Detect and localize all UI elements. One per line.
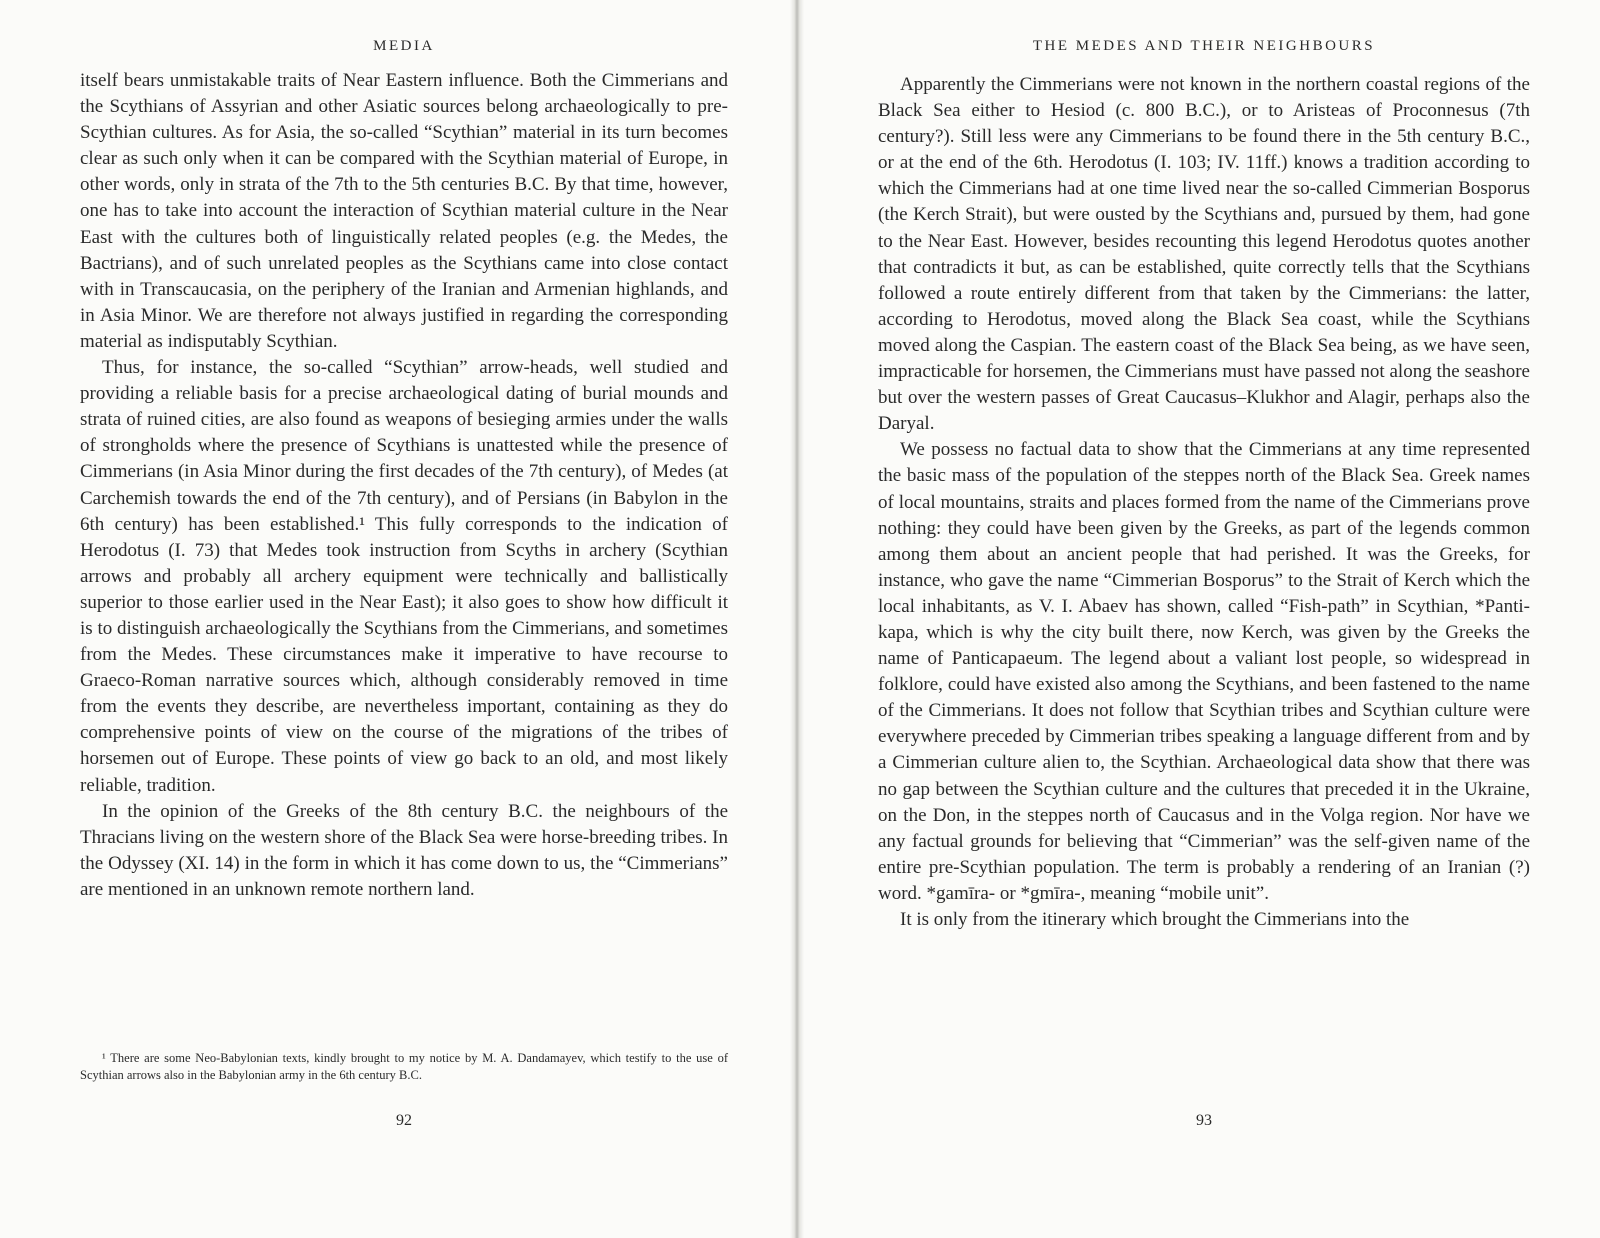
paragraph: In the opinion of the Greeks of the 8th century B.C. the neighbours of the Thracians living on the western shore of the Black Sea were horse-breeding tribes. In the Odyssey (XI. 14) in the form in which it has come down to us, the “Cimmerians” are mentioned in an unknown remote northern land.: [80, 800, 728, 900]
footnote: ¹ There are some Neo-Babylonian texts, kindly brought to my notice by M. A. Dandamayev, which testify to the use of Scythian arrows also in the Babylonian army in the 6th century B.C.: [80, 1051, 728, 1082]
right-page: [878, 0, 1530, 1238]
paragraph: Thus, for instance, the so-called “Scythian” arrow-heads, well studied and providing a reliable basis for a precise archaeological dating of burial mounds and strata of ruined cities, are also found as weapons of besieging armies under the walls of strongholds where the presence of Scythians is unattested while the presence of Cimmerians (in Asia Minor during the first decades of the 7th century), of Medes (at Carchemish towards the end of the 7th century), and of Persians (in Babylon in the 6th century) has been established.¹ This fully corresponds to the indication of Herodotus (I. 73) that Medes took instruction from Scyths in archery (Scythian arrows and probably all archery equipment were technically and ballistically superior to those earlier used in the Near East); it also goes to show how difficult it is to distinguish archaeologically the Scythians from the Cimmerians, and sometimes from the Medes. These circumstances make it imperative to have recourse to Graeco-Roman narrative sources which, although considerably removed in time from the events they describe, are nevertheless important, containing as they do comprehensive points of view on the course of the migrations of the tribes of horsemen out of Europe. These points of view go back to an old, and most likely reliable, tradition.: [80, 357, 728, 796]
paragraph: itself bears unmistakable traits of Near Eastern influence. Both the Cimmerians and the Scythians of Assyrian and other Asiatic sources belong archaeologically to pre-Scythian cultures. As for Asia, the so-called “Scythian” material in its turn becomes clear as such only when it can be compared with the Scythian material of Europe, in other words, only in strata of the 7th to the 5th centuries B.C. By that time, however, one has to take into account the interaction of Scythian material culture in the Near East with the cultures both of linguistically related peoples (e.g. the Medes, the Bactrians), and of such unrelated peoples as the Scythians came into close contact with in Transcaucasia, on the periphery of the Iranian and Armenian highlands, and in Asia Minor. We are therefore not always justified in regarding the corresponding material as indisputably Scythian.: [80, 70, 728, 352]
left-page-body: [80, 68, 728, 903]
left-page: [80, 0, 728, 1238]
paragraph: Apparently the Cimmerians were not known in the northern coastal regions of the Black Sea either to Hesiod (c. 800 B.C.), or to Aristeas of Proconnesus (7th century?). Still less were any Cimmerians to be found there in the 5th century B.C., or at the end of the 6th. Herodotus (I. 103; IV. 11ff.) knows a tradition according to which the Cimmerians had at one time lived near the so-called Cimmerian Bosporus (the Kerch Strait), but were ousted by the Scythians and, pursued by them, had gone to the Near East. However, besides recounting this legend Herodotus quotes another that contradicts it but, as can be established, quite correctly tells that the Scythians followed a route entirely different from that taken by the Cimmerians: the latter, according to Herodotus, moved along the Black Sea coast, while the Scythians moved along the Caspian. The eastern coast of the Black Sea being, as we have seen, impracticable for horsemen, the Cimmerians must have passed not along the seashore but over the western passes of Great Caucasus–Klukhor and Alagir, perhaps also the Daryal.: [878, 74, 1530, 435]
paragraph: It is only from the itinerary which brought the Cimmerians into the: [900, 909, 1410, 930]
running-head-left: MEDIA: [373, 38, 435, 54]
right-page-body: [878, 72, 1530, 933]
paragraph: We possess no factual data to show that the Cimmerians at any time represented the basic mass of the population of the steppes north of the Black Sea. Greek names of local mountains, straits and places formed from the name of the Cimmerians prove nothing: they could have been given by the Greeks, as part of the legends common among them about an ancient people that had perished. It was the Greeks, for instance, who gave the name “Cimmerian Bosporus” to the Strait of Kerch which the local inhabitants, as V. I. Abaev has shown, called “Fish-path” in Scythian, *Panti-kapa, which is why the city built there, now Kerch, was given by the Greeks the name of Panticapaeum. The legend about a valiant lost people, so widespread in folklore, could have existed also among the Scythians, and been fastened to the name of the Cimmerians. It does not follow that Scythian tribes and Scythian culture were everywhere preceded by Cimmerian tribes speaking a language different from and by a Cimmerian culture alien to, the Scythian. Archaeological data show that there was no gap between the Scythian culture and the cultures that preceded it in the Ukraine, on the Don, in the steppes north of Caucasus and in the Volga region. Nor have we any factual grounds for believing that “Cimmerian” was the self-given name of the entire pre-Scythian population. The term is probably a rendering of an Iranian (?) word. *gamīra- or *gmīra-, meaning “mobile unit”.: [878, 439, 1530, 904]
page-number-right: 93: [1196, 1112, 1212, 1129]
page-number-left: 92: [396, 1112, 412, 1129]
running-head-right: THE MEDES AND THEIR NEIGHBOURS: [1032, 38, 1376, 54]
book-gutter: [790, 0, 804, 1238]
